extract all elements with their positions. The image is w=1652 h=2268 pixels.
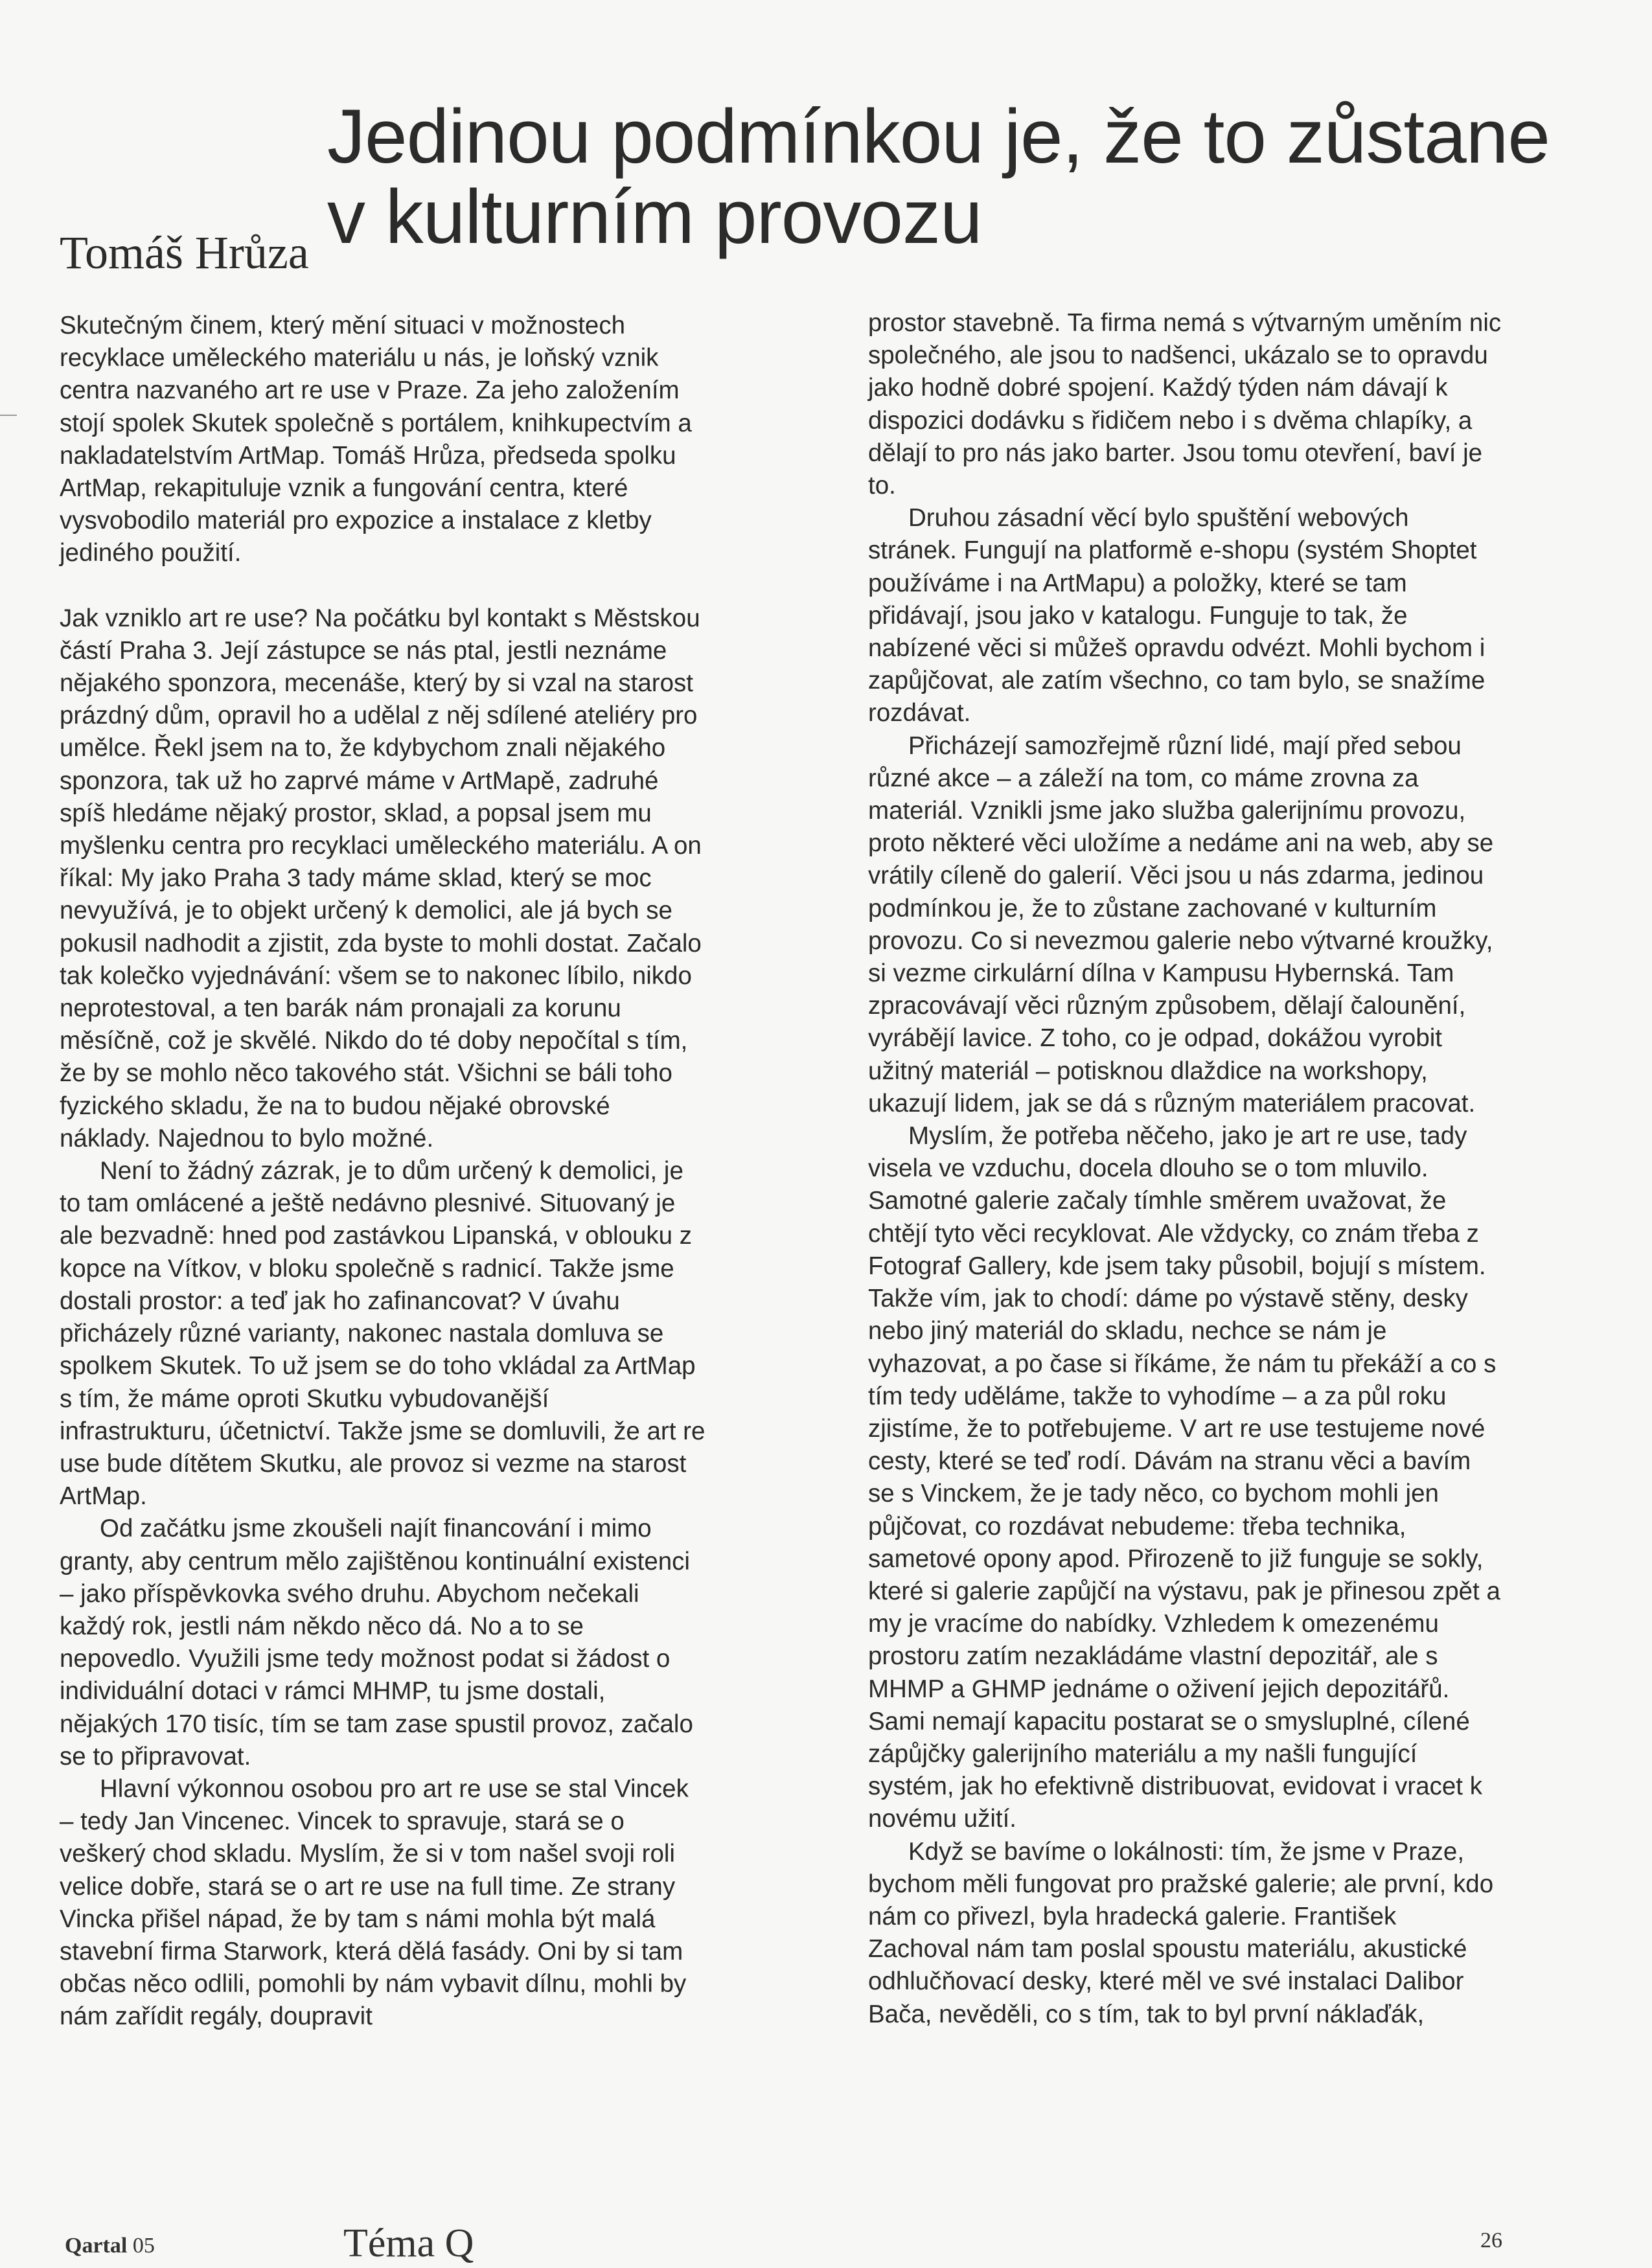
magazine-name: Qartal	[65, 2234, 128, 2258]
body-paragraph: Myslím, že potřeba něčeho, jako je art re use, tady visela ve vzduchu, docela dlouho se o tom mluvilo. Samotné galerie začaly tímhle směrem uvažovat, že chtějí tyto věci recyklovat. Ale vždycky, co znám třeba z Fotograf Gallery, kde jsem taky působil, bojují s místem. Takže vím, jak to chodí: dáme po výstavě stěny, desky nebo jiný materiál do skladu, nechce se nám je vyhazovat, a po čase si říkáme, že nám tu překáží a co s tím tedy uděláme, takže to vyhodíme – a za půl roku zjistíme, že to potřebujeme. V art re use testujeme nové cesty, které se teď rodí. Dávám na stranu věci a bavím se s Vinckem, že je tady něco, co bychom mohli jen půjčovat, co rozdávat nebudeme: třeba technika, sametové opony apod. Přirozeně to již funguje se sokly, které si galerie zapůjčí na výstavu, pak je přinesou zpět a my je vracíme do nabídky. Vzhledem k omezenému prostoru zatím nezakládáme vlastní depozitář, ale s MHMP a GHMP jednáme o oživení jejich depozitářů. Sami nemají kapacitu postarat se o smysluplné, cílené zápůjčky galerijního materiálu a my našli fungující systém, jak ho efektivně distribuovat, evidovat i vracet k novému užití.	[868, 1122, 1500, 1833]
footer-magazine	[65, 2234, 155, 2258]
page-number: 26	[1480, 2228, 1502, 2252]
body-paragraph: prostor stavebně. Ta firma nemá s výtvarným uměním nic společného, ale jsou to nadšenci, ukázalo se to opravdu jako hodně dobré spojení. Každý týden nám dávají k dispozici dodávku s řidičem nebo i s dvěma chlapíky, a dělají to pro nás jako barter. Jsou tomu otevření, baví je to.	[868, 309, 1502, 500]
issue-number: 05	[132, 2234, 155, 2258]
article-title: Jedinou podmínkou je, že to zůstane v kulturním provozu	[327, 94, 1550, 260]
body-paragraph: Jak vzniklo art re use? Na počátku byl kontakt s Městskou částí Praha 3. Její zástupce se nás ptal, jestli neznáme nějakého sponzora, mecenáše, který by si vzal na starost prázdný dům, opravil ho a udělal z něj sdílené ateliéry pro umělce. Řekl jsem na to, že kdybychom znali nějakého sponzora, tak už ho zaprvé máme v ArtMapě, zadruhé spíš hledáme nějaký prostor, sklad, a popsal jsem mu myšlenku centra pro recyklaci uměleckého materiálu. A on říkal: My jako Praha 3 tady máme sklad, který se moc nevyužívá, je to objekt určený k demolici, ale já bych se pokusil nadhodit a zjistit, zda byste to mohli dostat. Začalo tak kolečko vyjednávání: všem se to nakonec líbilo, nikdo neprotestoval, a ten barák nám pronajali za korunu měsíčně, což je skvělé. Nikdo do té doby nepočítal s tím, že by se mohlo něco takového stát. Všichni se báli toho fyzického skladu, že na to budou nějaké obrovské náklady. Najednou to bylo možné.	[60, 604, 702, 1152]
left-column	[60, 310, 707, 2033]
body-paragraph: Přicházejí samozřejmě různí lidé, mají před sebou různé akce – a záleží na tom, co máme zrovna za materiál. Vznikli jsme jako služba galerijnímu provozu, proto některé věci uložíme a nedáme ani na web, aby se vrátily cíleně do galerií. Věci jsou u nás zdarma, jedinou podmínkou je, že to zůstane zachované v kulturním provozu. Co si nevezmou galerie nebo výtvarné kroužky, si vezme cirkulární dílna v Kampusu Hybernská. Tam zpracovávají věci různým způsobem, dělají čalounění, vyrábějí lavice. Z toho, co je odpad, dokážou vyrobit užitný materiál – potisknou dlaždice na workshopy, ukazují lidem, jak se dá s různým materiálem pracovat.	[868, 731, 1494, 1117]
body-paragraph: Od začátku jsme zkoušeli najít financování i mimo granty, aby centrum mělo zajištěnou kontinuální existenci – jako příspěvkovka svého druhu. Abychom nečekali každý rok, jestli nám někdo něco dá. No a to se nepovedlo. Využili jsme tedy možnost podat si žádost o individuální dotaci v rámci MHMP, tu jsme dostali, nějakých 170 tisíc, tím se tam zase spustil provoz, začalo se to připravovat.	[60, 1515, 693, 1770]
body-paragraph: Hlavní výkonnou osobou pro art re use se stal Vincek – tedy Jan Vincenec. Vincek to spravuje, stará se o veškerý chod skladu. Myslím, že si v tom našel svoji roli velice dobře, stará se o art re use na full time. Ze strany Vincka přišel nápad, že by tam s námi mohla být malá stavební firma Starwork, která dělá fasády. Oni by si tam občas něco odlili, pomohli by nám vybavit dílnu, mohli by nám zařídit regály, doupravit	[60, 1774, 689, 2031]
body-paragraph: Druhou zásadní věcí bylo spuštění webových stránek. Fungují na platformě e-shopu (systém Shoptet používáme i na ArtMapu) a položky, které se tam přidávají, jsou jako v katalogu. Funguje to tak, že nabízené věci si můžeš opravdu odvézt. Mohli bychom i zapůjčovat, ale zatím všechno, co tam bylo, se snažíme rozdávat.	[868, 504, 1486, 727]
article-author: Tomáš Hrůza	[60, 227, 309, 279]
lead-paragraph: Skutečným činem, který mění situaci v možnostech recyklace uměleckého materiálu u nás, je loňský vznik centra nazvaného art re use v Praze. Za jeho založením stojí spolek Skutek společně s portálem, knihkupectvím a nakladatelstvím ArtMap. Tomáš Hrůza, předseda spolku ArtMap, rekapituluje vznik a fungování centra, které vysvobodilo materiál pro expozice a instalace z kletby jediného použití.	[60, 312, 692, 567]
scan-margin-mark	[0, 415, 17, 416]
body-paragraph: Není to žádný zázrak, je to dům určený k demolici, je to tam omlácené a ještě nedávno plesnivé. Situovaný je ale bezvadně: hned pod zastávkou Lipanská, v oblouku z kopce na Vítkov, v bloku společně s radnicí. Takže jsme dostali prostor: a teď jak ho zafinancovat? V úvahu přicházely různé varianty, nakonec nastala domluva se spolkem Skutek. To už jsem se do toho vkládal za ArtMap s tím, že máme oproti Skutku vybudovanější infrastrukturu, účetnictví. Takže jsme se domluvili, že art re use bude dítětem Skutku, ale provoz si vezme na starost ArtMap.	[60, 1157, 706, 1511]
right-column	[868, 307, 1503, 2031]
body-paragraph: Když se bavíme o lokálnosti: tím, že jsme v Praze, bychom měli fungovat pro pražské galerie; ale první, kdo nám co přivezl, byla hradecká galerie. František Zachoval nám tam poslal spoustu materiálu, akustické odhlučňovací desky, které měl ve své instalaci Dalibor Bača, nevěděli, co s tím, tak to byl první náklaďák,	[868, 1837, 1494, 2028]
footer-section-title: Téma Q	[343, 2221, 474, 2265]
